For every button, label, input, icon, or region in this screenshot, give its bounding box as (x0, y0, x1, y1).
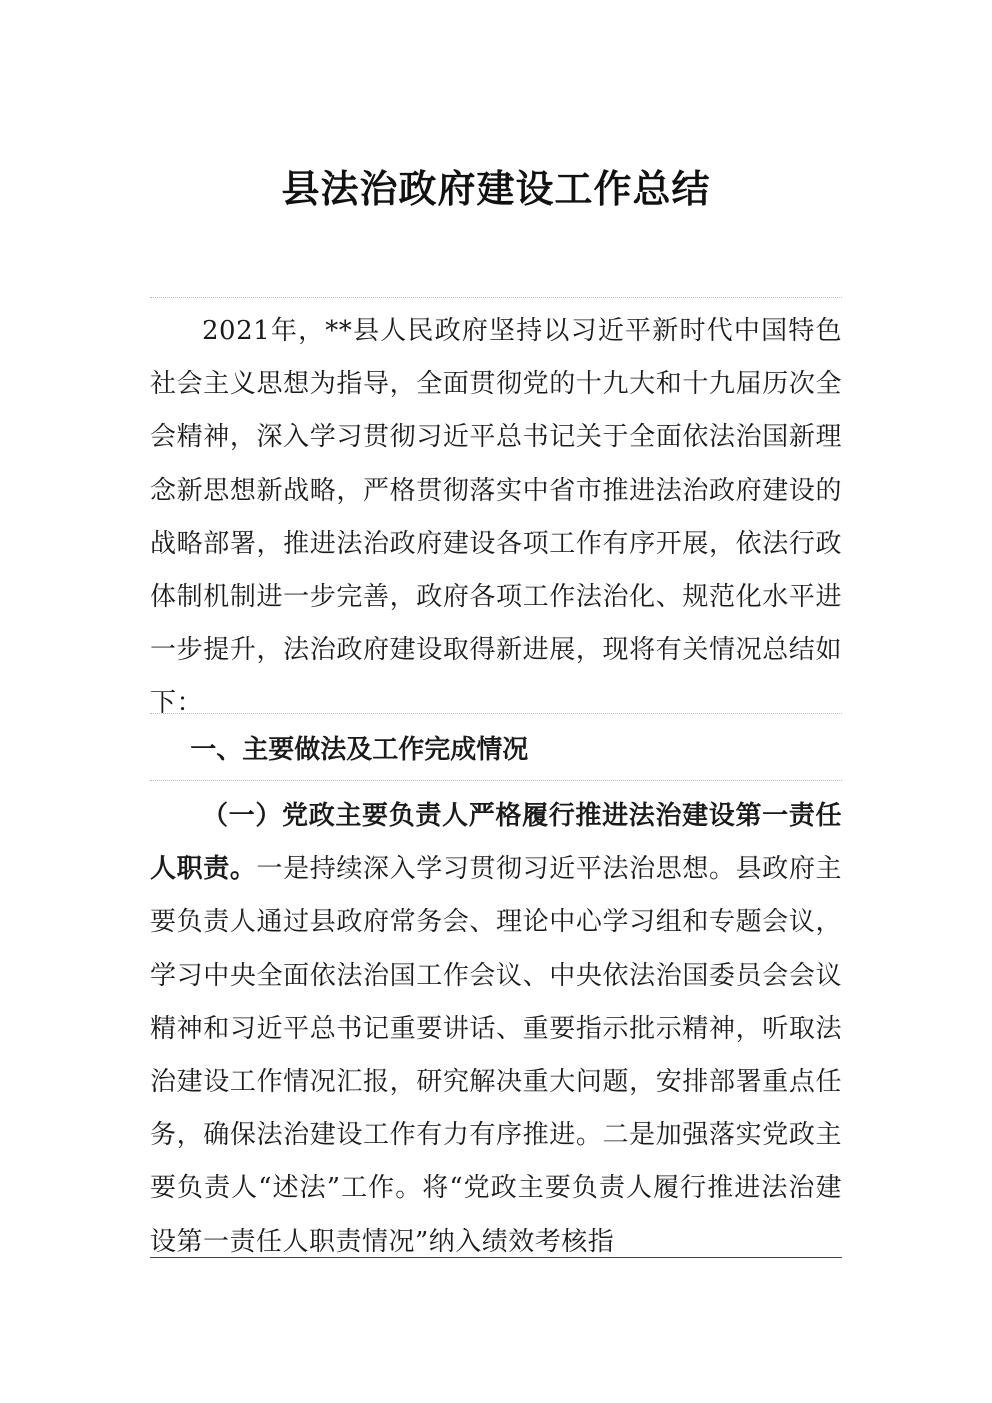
subsection-1-paragraph (150, 790, 842, 1269)
divider-top (150, 297, 842, 298)
divider-intro-end (150, 713, 842, 714)
subsection-1-body: 一是持续深入学习贯彻习近平法治思想。县政府主要负责人通过县政府常务会、理论中心学习组和专题会议，学习中央全面依法治国工作会议、中央依法治国委员会会议精神和习近平总书记重要讲话、重要指示批示精神，听取法治建设工作情况汇报，研究解决重大问题，安排部署重点任务，确保法治建设工作有力有序推进。二是加强落实党政主要负责人“述法”工作。将“党政主要负责人履行推进法治建设第一责任人职责情况”纳入绩效考核指 (150, 854, 842, 1257)
subsection-1-lead: （一）党政主要负责人严格履行推进法治建设第一责任人职责。 (150, 801, 842, 885)
intro-paragraph: 2021年，**县人民政府坚持以习近平新时代中国特色社会主义思想为指导，全面贯彻党的十九大和十九届历次全会精神，深入学习贯彻习近平总书记关于全面依法治国新理念新思想新战略，严格贯彻落实中省市推进法治政府建设的战略部署，推进法治政府建设各项工作有序开展，依法行政体制机制进一步完善，政府各项工作法治化、规范化水平进一步提升，法治政府建设取得新进展，现将有关情况总结如下： (150, 316, 842, 719)
document-title: 县法治政府建设工作总结 (281, 166, 711, 211)
page-bottom-rule (150, 1257, 842, 1258)
section-heading-1: 一、主要做法及工作完成情况 (190, 735, 529, 765)
divider-section-end (150, 780, 842, 781)
